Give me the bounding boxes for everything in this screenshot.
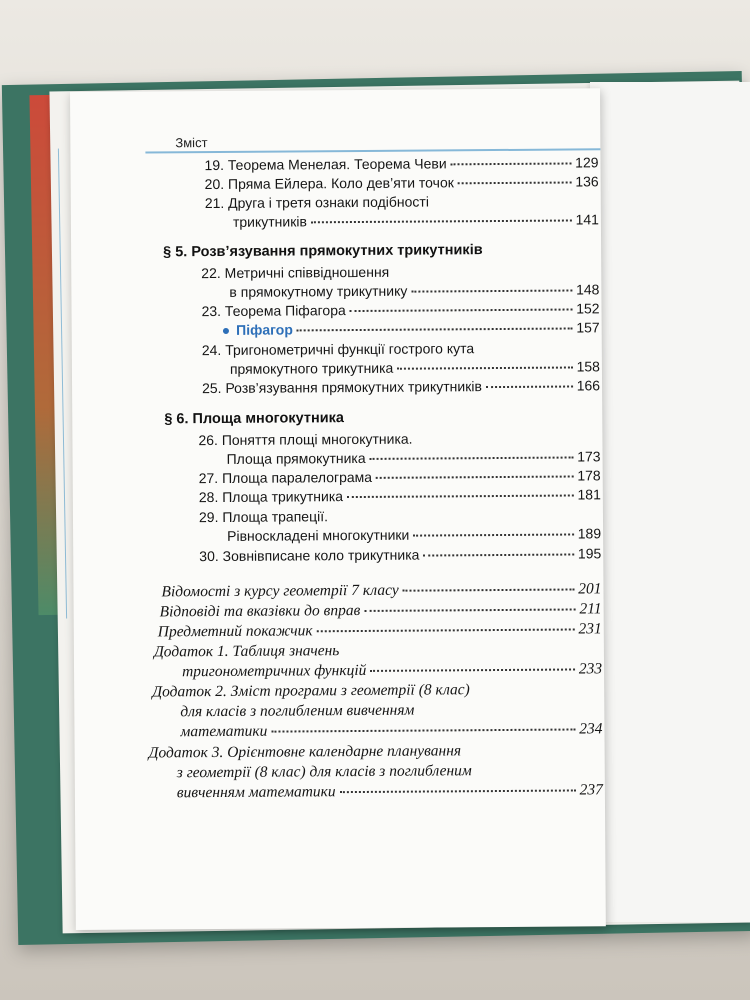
leader-dots [317, 628, 575, 632]
page-number: 201 [578, 580, 602, 598]
page-number: 152 [576, 300, 600, 317]
toc-entry-29-line1[interactable]: 29. Площа трапеції. [198, 508, 329, 526]
leader-dots [423, 553, 573, 556]
toc-appendix-3-line2: з геометрії (8 клас) для класів з поглибленим [176, 762, 472, 782]
toc-appendix-answers[interactable]: Відповіді та вказівки до вправ 211 [159, 600, 602, 621]
leader-dots [451, 163, 572, 166]
section-5-title[interactable]: § 5. Розв’язування прямокутних трикутників [163, 242, 483, 261]
toc-appendix-2-line3[interactable]: математики 234 [180, 720, 603, 741]
page-number: 148 [575, 281, 600, 298]
leader-dots [370, 456, 574, 459]
toc-appendix-2-line2: для класів з поглибленим вивченням [180, 701, 415, 721]
leader-dots [350, 308, 572, 312]
leader-dots [403, 588, 575, 591]
toc-appendix-3-line1[interactable]: Додаток 3. Орієнтовне календарне планування [148, 742, 462, 762]
page-number: 158 [576, 358, 600, 375]
toc-appendix-1-line1[interactable]: Додаток 1. Таблиця значень [153, 642, 340, 661]
leader-dots [364, 608, 575, 611]
toc-entry-25[interactable]: 25. Розв’язування прямокутних трикутників 166 [202, 377, 601, 397]
toc-entry-23[interactable]: 23. Теорема Піфагора 152 [201, 300, 600, 320]
leader-dots [340, 789, 576, 793]
toc-entry-19[interactable]: 19. Теорема Менелая. Теорема Чеви 129 [204, 154, 599, 174]
leader-dots [397, 366, 572, 369]
bullet-icon: ● [221, 321, 231, 338]
leader-dots [486, 385, 573, 388]
page-number: 189 [577, 525, 602, 542]
toc-appendix-2-line1[interactable]: Додаток 2. Зміст програми з геометрії (8 клас) [152, 681, 470, 701]
toc-entry-26-line1[interactable]: 26. Поняття площі многокутника. [198, 430, 413, 449]
toc-appendix-1-line2[interactable]: тригонометричних функцій 233 [181, 660, 603, 681]
leader-dots [311, 220, 572, 224]
page-number: 211 [579, 600, 602, 618]
toc-entry-22-line2[interactable]: в прямокутному трикутнику 148 [229, 281, 600, 300]
page-number: 173 [577, 448, 601, 465]
page-number: 231 [578, 620, 602, 638]
leader-dots [413, 533, 573, 536]
toc-entry-29-line2[interactable]: Рівноскладені многокутники 189 [227, 525, 602, 544]
toc-appendix-index[interactable]: Предметний покажчик 231 [157, 620, 602, 641]
toc-page [70, 88, 606, 930]
page-number: 181 [577, 486, 601, 503]
page-number: 157 [576, 319, 600, 336]
leader-dots [411, 290, 572, 293]
toc-appendix-3-line3[interactable]: вивченням математики 237 [176, 781, 603, 802]
leader-dots [370, 668, 574, 671]
toc-appendix-reference[interactable]: Відомості з курсу геометрії 7 класу 201 [161, 580, 602, 601]
page-number: 178 [577, 467, 601, 484]
right-page [590, 82, 750, 922]
page-number: 141 [575, 211, 599, 228]
toc-entry-21-line2[interactable]: трикутників 141 [232, 211, 599, 230]
toc-entry-30[interactable]: 30. Зовнівписане коло трикутника 195 [199, 545, 602, 565]
toc-entry-24-line1[interactable]: 24. Тригонометричні функції гострого кута [201, 340, 475, 359]
toc-entry-20[interactable]: 20. Пряма Ейлера. Коло дев’яти точок 136 [204, 173, 599, 193]
leader-dots [271, 728, 575, 732]
page-number: 195 [577, 545, 602, 562]
toc-entry-26-line2[interactable]: Площа прямокутника 173 [226, 448, 601, 467]
page-number: 233 [578, 660, 603, 678]
toc-entry-21-line1[interactable]: 21. Друга і третя ознаки подібності [204, 193, 429, 212]
leader-dots [297, 327, 572, 331]
page-number: 237 [579, 781, 603, 799]
toc-entry-pythagoras-bio[interactable]: ● Піфагор 157 [221, 319, 600, 338]
leader-dots [376, 475, 573, 478]
page-title: Зміст [175, 135, 208, 151]
page-number: 136 [575, 173, 599, 190]
toc-entry-27[interactable]: 27. Площа паралелограма 178 [198, 467, 601, 487]
page-number: 166 [576, 377, 601, 394]
toc-entry-28[interactable]: 28. Площа трикутника 181 [198, 486, 601, 506]
toc-entry-24-line2[interactable]: прямокутного трикутника 158 [229, 358, 600, 377]
section-6-title[interactable]: § 6. Площа многокутника [164, 410, 345, 428]
leader-dots [347, 494, 573, 498]
leader-dots [458, 182, 571, 185]
header-rule [145, 148, 600, 153]
toc-entry-22-line1[interactable]: 22. Метричні співвідношення [201, 263, 390, 282]
page-number: 129 [575, 154, 599, 171]
page-number: 234 [579, 720, 603, 738]
